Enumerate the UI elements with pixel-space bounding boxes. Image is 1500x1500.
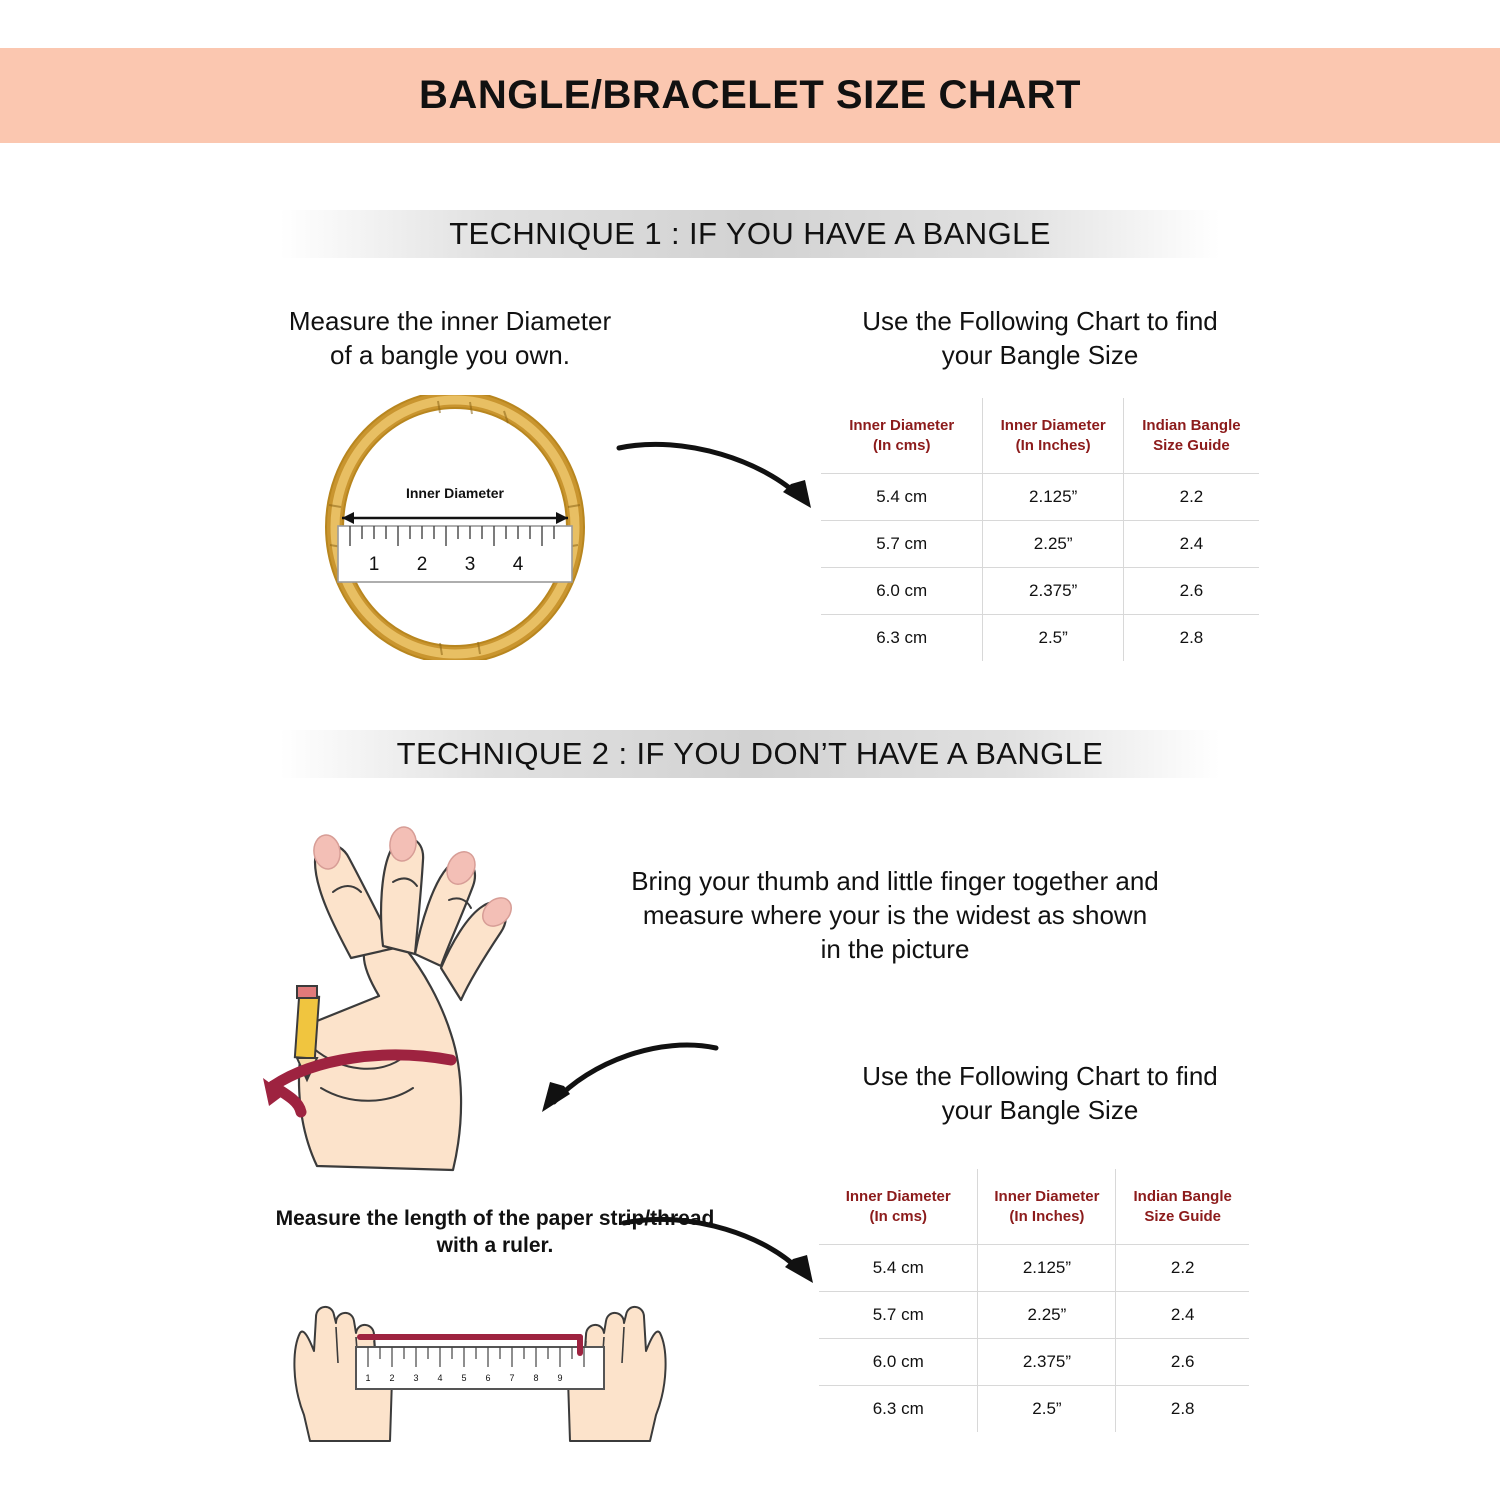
table-header-size <box>1123 398 1259 474</box>
table-header-inch-line2: (In Inches) <box>1015 436 1091 454</box>
cell-size: 2.6 <box>1116 1339 1250 1386</box>
hand-illustration <box>255 820 545 1180</box>
cell-cm: 6.0 cm <box>821 568 983 615</box>
technique-1-left-caption-line2: of a bangle you own. <box>330 339 570 370</box>
measure-ruler-tick-4: 4 <box>437 1373 443 1383</box>
arrow-icon <box>620 1215 825 1305</box>
cell-cm: 6.0 cm <box>819 1339 978 1386</box>
size-table-technique-1 <box>820 397 1260 662</box>
technique-2-instruction <box>545 865 1245 966</box>
table-header-cm-line1: Inner Diameter <box>845 1188 951 1205</box>
technique-1-header <box>280 210 1220 258</box>
cell-inch: 2.125” <box>983 474 1123 521</box>
table-header-cm-line2: (In cms) <box>869 1207 927 1225</box>
cell-inch: 2.125” <box>978 1245 1116 1292</box>
cell-size: 2.2 <box>1123 474 1259 521</box>
technique-1-right-caption <box>780 305 1300 373</box>
arrow-to-table-1 <box>615 440 825 535</box>
cell-size: 2.8 <box>1123 615 1259 662</box>
table-header-size <box>1116 1169 1250 1245</box>
technique-2-label: TECHNIQUE 2 : IF YOU DON’T HAVE A BANGLE <box>396 736 1104 771</box>
measure-ruler-tick-6: 6 <box>485 1373 491 1383</box>
cell-size: 2.6 <box>1123 568 1259 615</box>
technique-1-left-caption <box>190 305 710 373</box>
bangle-svg <box>320 395 590 660</box>
technique-2-right-caption <box>780 1060 1300 1128</box>
measure-ruler-tick-8: 8 <box>533 1373 539 1383</box>
table-row <box>819 1339 1250 1386</box>
table-header-size-line2: Size Guide <box>1153 436 1230 454</box>
table-header-row <box>821 398 1260 474</box>
table-row <box>819 1386 1250 1433</box>
cell-size: 2.4 <box>1116 1292 1250 1339</box>
technique-2-right-caption-line2: your Bangle Size <box>941 1094 1139 1125</box>
measure-ruler-tick-5: 5 <box>461 1373 467 1383</box>
cell-cm: 5.7 cm <box>821 521 983 568</box>
table-header-size-line2: Size Guide <box>1144 1207 1222 1225</box>
measure-ruler-tick-2: 2 <box>389 1373 395 1383</box>
table-row <box>821 568 1260 615</box>
arrow-to-table-2 <box>620 1215 825 1310</box>
table-header-cm-line1: Inner Diameter <box>849 417 955 434</box>
table-row <box>821 474 1260 521</box>
table-row <box>821 615 1260 662</box>
cell-inch: 2.375” <box>978 1339 1116 1386</box>
table-header-inch-line1: Inner Diameter <box>1000 417 1106 434</box>
cell-size: 2.8 <box>1116 1386 1250 1433</box>
arrow-icon <box>520 1040 720 1130</box>
technique-2-instruction-line3: in the picture <box>820 933 970 964</box>
table-header-cm <box>819 1169 978 1245</box>
table-header-cm-line2: (In cms) <box>872 436 931 454</box>
cell-size: 2.2 <box>1116 1245 1250 1292</box>
cell-cm: 6.3 cm <box>819 1386 978 1433</box>
inner-diameter-label: Inner Diameter <box>405 485 505 501</box>
measure-ruler-tick-7: 7 <box>509 1373 515 1383</box>
measure-ruler-caption-line2: with a ruler. <box>436 1234 554 1258</box>
technique-1-right-caption-line1: Use the Following Chart to find <box>862 306 1218 336</box>
table-header-row <box>819 1169 1250 1245</box>
bangle-ruler-tick-1: 1 <box>368 554 380 575</box>
table-header-size-line1: Indian Bangle <box>1133 1188 1232 1205</box>
technique-1-right-caption-line2: your Bangle Size <box>941 339 1139 370</box>
cell-cm: 5.4 cm <box>819 1245 978 1292</box>
bangle-ruler-tick-3: 3 <box>464 554 476 575</box>
technique-1-label: TECHNIQUE 1 : IF YOU HAVE A BANGLE <box>449 216 1051 251</box>
table-header-inch-line2: (In Inches) <box>1009 1207 1085 1225</box>
arrow-to-hand <box>520 1040 720 1135</box>
bangle-illustration <box>320 395 590 660</box>
bangle-ruler-tick-4: 4 <box>512 554 524 575</box>
header-banner <box>0 48 1500 143</box>
cell-inch: 2.375” <box>983 568 1123 615</box>
technique-2-instruction-line2: measure where your is the widest as shown <box>642 899 1148 930</box>
technique-2-header <box>280 730 1220 778</box>
cell-inch: 2.25” <box>978 1292 1116 1339</box>
table-row <box>821 521 1260 568</box>
table-header-inch <box>983 398 1123 474</box>
measure-ruler-tick-1: 1 <box>365 1373 371 1383</box>
table-header-cm <box>821 398 983 474</box>
arrow-icon <box>615 440 825 530</box>
cell-cm: 5.4 cm <box>821 474 983 521</box>
cell-cm: 5.7 cm <box>819 1292 978 1339</box>
measure-ruler-tick-9: 9 <box>557 1373 563 1383</box>
hand-svg <box>255 820 545 1180</box>
cell-cm: 6.3 cm <box>821 615 983 662</box>
bangle-ruler-tick-2: 2 <box>416 554 428 575</box>
cell-inch: 2.5” <box>978 1386 1116 1433</box>
measure-ruler-tick-3: 3 <box>413 1373 419 1383</box>
technique-1-left-caption-line1: Measure the inner Diameter <box>288 306 612 336</box>
technique-2-instruction-line1: Bring your thumb and little finger together and <box>631 866 1159 896</box>
table-header-size-line1: Indian Bangle <box>1142 417 1241 434</box>
measure-ruler-caption-line1: Measure the length of the paper strip/thread <box>275 1207 715 1230</box>
technique-2-right-caption-line1: Use the Following Chart to find <box>862 1061 1218 1091</box>
cell-inch: 2.25” <box>983 521 1123 568</box>
cell-inch: 2.5” <box>983 615 1123 662</box>
table-header-inch-line1: Inner Diameter <box>994 1188 1100 1205</box>
page-title: BANGLE/BRACELET SIZE CHART <box>419 73 1081 117</box>
cell-size: 2.4 <box>1123 521 1259 568</box>
table-row <box>819 1245 1250 1292</box>
size-table-technique-2 <box>818 1168 1250 1433</box>
table-header-inch <box>978 1169 1116 1245</box>
table-row <box>819 1292 1250 1339</box>
